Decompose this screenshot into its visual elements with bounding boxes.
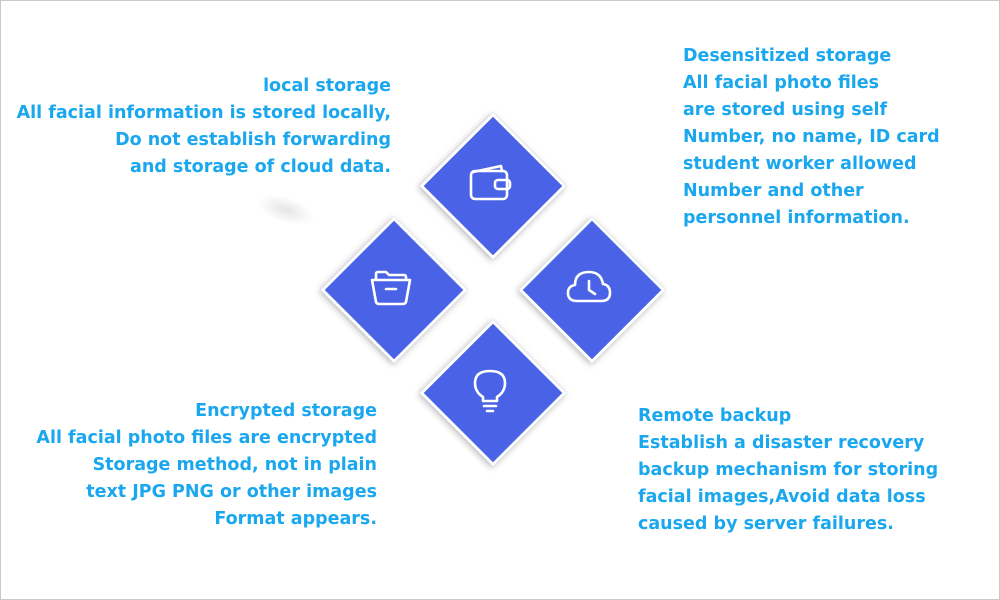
encrypted-storage-line: text JPG PNG or other images: [86, 482, 377, 502]
remote-backup-block: [638, 403, 938, 538]
cloud-clock-icon: [563, 261, 615, 313]
remote-backup-line: Establish a disaster recovery: [638, 433, 925, 453]
local-storage-line: Do not establish forwarding: [115, 130, 391, 150]
desensitized-storage-block: [683, 43, 940, 232]
desensitized-storage-line: All facial photo files: [683, 73, 880, 93]
remote-backup-line: caused by server failures.: [638, 514, 894, 534]
encrypted-storage-title: Encrypted storage: [195, 401, 377, 421]
remote-backup-line: backup mechanism for storing: [638, 460, 939, 480]
remote-backup-title: Remote backup: [638, 406, 792, 426]
desensitized-storage-line: student worker allowed: [683, 154, 917, 174]
wallet-icon: [464, 157, 516, 209]
desensitized-storage-line: personnel information.: [683, 208, 910, 228]
local-storage-block: [17, 73, 391, 181]
remote-backup-line: facial images,Avoid data loss: [638, 487, 926, 507]
encrypted-storage-line: Format appears.: [214, 509, 377, 529]
desensitized-storage-line: Number, no name, ID card: [683, 127, 940, 147]
diamond-bottom: [420, 320, 560, 460]
desensitized-storage-title: Desensitized storage: [683, 46, 892, 66]
encrypted-storage-line: Storage method, not in plain: [92, 455, 377, 475]
desensitized-storage-line: are stored using self: [683, 100, 888, 120]
local-storage-line: All facial information is stored locally,: [16, 103, 391, 123]
local-storage-line: and storage of cloud data.: [130, 157, 391, 177]
folder-icon: [365, 261, 417, 313]
encrypted-storage-block: [36, 398, 377, 533]
lightbulb-icon: [464, 364, 516, 416]
local-storage-title: local storage: [263, 76, 391, 96]
shadow-smudge: [253, 188, 318, 231]
desensitized-storage-line: Number and other: [683, 181, 864, 201]
encrypted-storage-line: All facial photo files are encrypted: [36, 428, 377, 448]
